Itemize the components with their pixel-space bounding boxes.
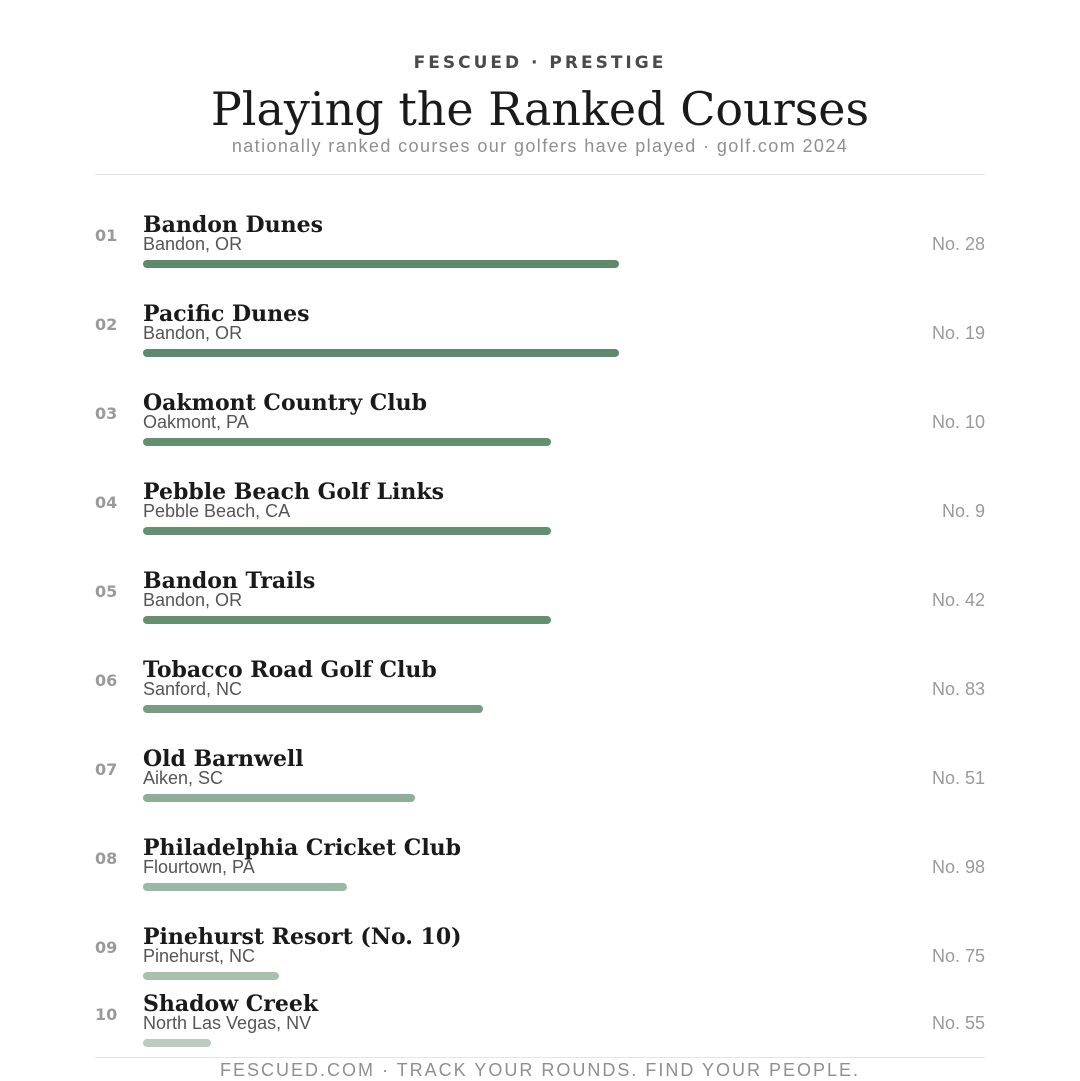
brand-label: FESCUED · PRESTIGE (413, 53, 667, 73)
course-number: 03 (95, 404, 118, 423)
course-rank: No. 28 (931, 234, 985, 254)
played-bar (143, 527, 551, 535)
course-rank: No. 42 (931, 590, 985, 610)
course-location: Bandon, OR (143, 590, 243, 610)
course-location: North Las Vegas, NV (143, 1013, 312, 1033)
course-rank: No. 9 (941, 501, 985, 521)
course-name: Pacific Dunes (143, 301, 310, 327)
course-number: 07 (95, 760, 118, 779)
course-rank: No. 98 (931, 857, 985, 877)
course-rank: No. 83 (931, 679, 985, 699)
course-location: Bandon, OR (143, 234, 243, 254)
course-location: Pinehurst, NC (143, 946, 256, 966)
bottom-divider (95, 1057, 985, 1058)
course-rank: No. 10 (931, 412, 985, 432)
footer-tagline: FESCUED.COM · TRACK YOUR ROUNDS. FIND YOUR PEOPLE. (219, 1060, 861, 1080)
played-bar (143, 1039, 211, 1047)
course-row (95, 991, 985, 1061)
page-title: Playing the Ranked Courses (210, 82, 870, 136)
course-name: Shadow Creek (143, 991, 319, 1017)
played-bar (143, 260, 619, 268)
course-location: Bandon, OR (143, 323, 243, 343)
top-divider (95, 174, 985, 175)
course-location: Pebble Beach, CA (143, 501, 291, 521)
course-rank: No. 51 (931, 768, 985, 788)
course-number: 01 (95, 226, 118, 245)
course-rank: No. 55 (931, 1013, 985, 1033)
played-bar (143, 349, 619, 357)
course-location: Flourtown, PA (143, 857, 255, 877)
played-bar (143, 705, 483, 713)
course-number: 05 (95, 582, 118, 601)
course-row (95, 479, 985, 549)
course-rank: No. 19 (931, 323, 985, 343)
course-row (95, 924, 985, 994)
course-location: Oakmont, PA (143, 412, 249, 432)
course-name: Philadelphia Cricket Club (143, 835, 462, 861)
course-rank: No. 75 (931, 946, 985, 966)
course-number: 02 (95, 315, 118, 334)
course-name: Bandon Dunes (143, 212, 324, 238)
course-name: Bandon Trails (143, 568, 316, 594)
course-row (95, 835, 985, 905)
course-number: 06 (95, 671, 118, 690)
course-location: Sanford, NC (143, 679, 243, 699)
course-name: Pinehurst Resort (No. 10) (143, 924, 462, 950)
course-name: Old Barnwell (143, 746, 304, 772)
course-name: Pebble Beach Golf Links (143, 479, 445, 505)
course-location: Aiken, SC (143, 768, 224, 788)
course-row (95, 746, 985, 816)
played-bar (143, 972, 279, 980)
course-number: 10 (95, 1005, 118, 1024)
course-name: Oakmont Country Club (143, 390, 428, 416)
played-bar (143, 438, 551, 446)
course-row (95, 568, 985, 638)
course-row (95, 390, 985, 460)
played-bar (143, 883, 347, 891)
played-bar (143, 616, 551, 624)
page-subtitle: nationally ranked courses our golfers have played · golf.com 2024 (231, 136, 849, 156)
course-row (95, 657, 985, 727)
course-number: 04 (95, 493, 118, 512)
course-name: Tobacco Road Golf Club (143, 657, 437, 683)
course-number: 08 (95, 849, 118, 868)
played-bar (143, 794, 415, 802)
course-row (95, 301, 985, 371)
course-number: 09 (95, 938, 118, 957)
course-row (95, 212, 985, 282)
